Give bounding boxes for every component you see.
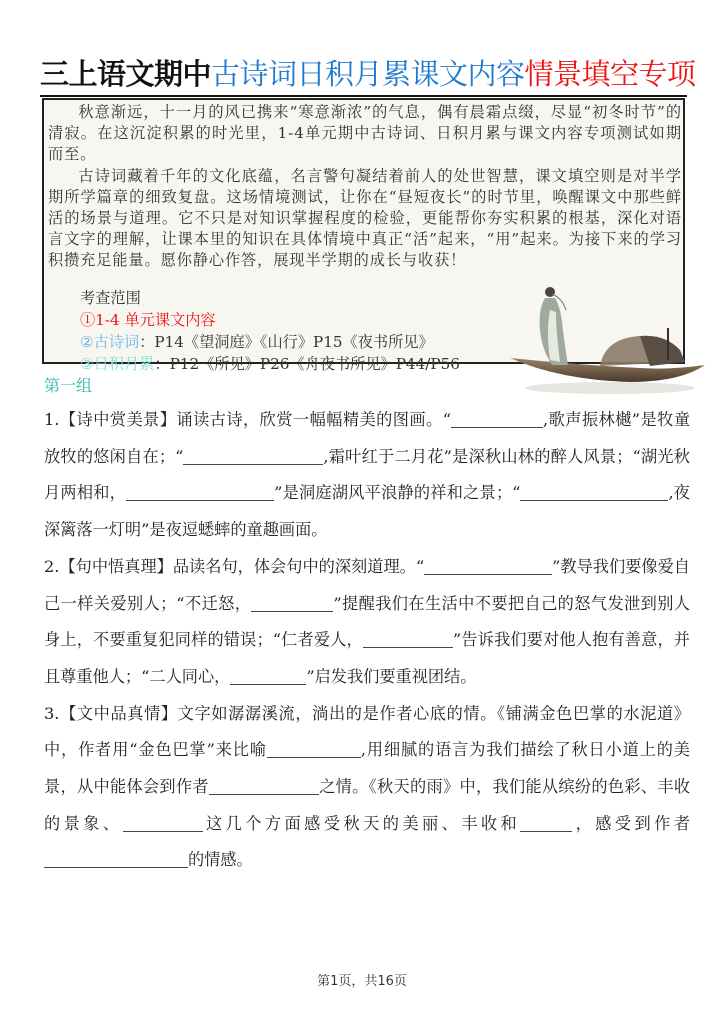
- question-1: 1.【诗中赏美景】诵读古诗，欣赏一幅幅精美的图画。“ ,歌声振林樾”是牧童放牧的悠闲自在；“ ,霜叶红于二月花”是深秋山林的醉人风景；“湖光秋月两相和， ”是洞庭湖风平浪静的祥和之景；“ ,夜深篱落一灯明”是夜逗蟋蟀的童趣画面。: [44, 410, 691, 540]
- scope-item-1: ①1-4 单元课文内容: [80, 311, 216, 329]
- answer-blank[interactable]: [520, 484, 668, 501]
- page-title: [40, 56, 696, 92]
- answer-blank[interactable]: [183, 448, 323, 465]
- intro-text: [48, 102, 682, 272]
- answer-blank[interactable]: [363, 631, 453, 648]
- intro-paragraph-1: 秋意渐远，十一月的风已携来“寒意渐浓”的气息，偶有晨霜点缀，尽显“初冬时节”的清寂。在这沉淀积累的时光里，1-4单元期中古诗词、日积月累与课文内容专项测试如期而至。: [48, 103, 682, 164]
- question-tag: 【诗中赏美景】: [59, 410, 177, 429]
- answer-blank[interactable]: [209, 778, 319, 795]
- question-tag: 【文中品真情】: [59, 703, 178, 723]
- answer-blank[interactable]: [126, 484, 274, 501]
- answer-blank[interactable]: [267, 741, 361, 758]
- title-part-topic: 古诗词日积月累课文内容: [211, 57, 525, 91]
- answer-blank[interactable]: [451, 411, 543, 428]
- scholar-boat-illustration: [490, 270, 710, 400]
- intro-paragraph-2: 古诗词藏着千年的文化底蕴，名言警句凝结着前人的处世智慧，课文填空则是对半学期所学篇章的细致复盘。这场情境测试，让你在“昼短夜长”的时节里，唤醒课文中那些鲜活的场景与道理。它不只是对知识掌握程度的检验，更能帮你夯实积累的根基，深化对语言文字的理解，让课本里的知识在具体情境中真正“活”起来，“用”起来。为接下来的学习积攒充足能量。愿你静心作答，展现半学期的成长与收获！: [48, 166, 682, 270]
- title-part-grade: 三上语文期中: [40, 57, 212, 91]
- group-label: 第一组: [44, 376, 93, 395]
- answer-blank[interactable]: [123, 815, 203, 832]
- question-3: 3.【文中品真情】文字如潺潺溪流，淌出的是作者心底的情。《铺满金色巴掌的水泥道》中，作者用“金色巴掌”来比喻 ,用细腻的语言为我们描绘了秋日小道上的美景，从中能体会到作者 之情。《秋天的雨》中，我们能从缤纷的色彩、丰收的景象、 这几个方面感受秋天的美丽、丰收和 ，感受到作者的情感。: [44, 703, 691, 870]
- answer-blank[interactable]: [251, 594, 333, 611]
- scope-item-3: ③日积月累：P12《所见》P26《舟夜书所见》P44/P56: [80, 355, 460, 373]
- page-number: 第1页，共16页: [317, 974, 407, 989]
- answer-blank[interactable]: [424, 558, 552, 575]
- question-tag: 【句中悟真理】: [59, 556, 173, 576]
- scope-item-2: ②古诗词：P14《望洞庭》《山行》P15《夜书所见》: [80, 333, 434, 351]
- title-part-type: 情景填空专项: [524, 57, 696, 91]
- question-2: 2.【句中悟真理】品读名句，体会句中的深刻道理。“ ”教导我们要像爱自己一样关爱别人；“不迁怒， ”提醒我们在生活中不要把自己的怒气发泄到别人身上，不要重复犯同样的错误；“仁者爱人， ”告诉我们要对他人抱有善意，并且尊重他人；“二人同心， ”启发我们要重视团结。: [44, 556, 690, 686]
- exam-scope: [80, 287, 460, 375]
- question-list: [44, 402, 690, 879]
- answer-blank[interactable]: [230, 668, 306, 685]
- answer-blank[interactable]: [520, 815, 572, 832]
- title-divider: [40, 95, 687, 97]
- answer-blank[interactable]: [44, 851, 188, 868]
- scope-heading: 考查范围: [80, 289, 141, 307]
